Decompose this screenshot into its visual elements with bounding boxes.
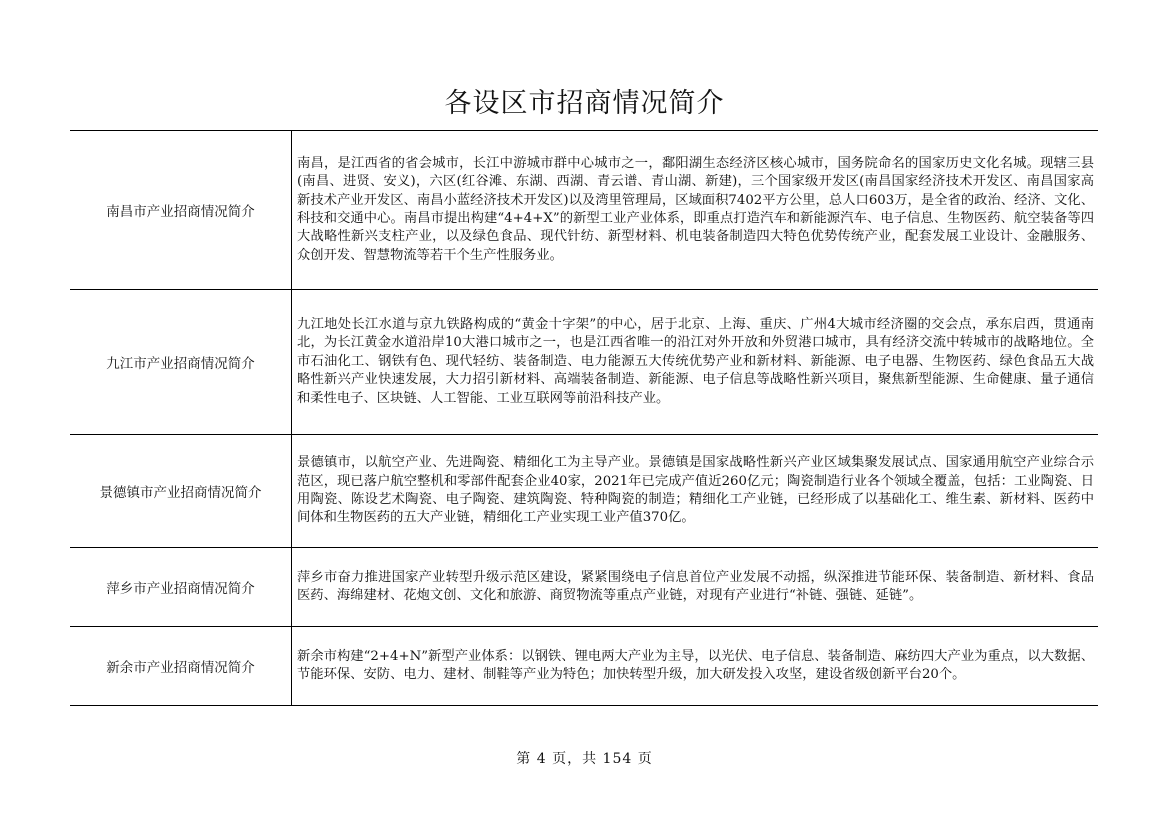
city-description-cell: 九江地处长江水道与京九铁路构成的“黄金十字架”的中心，居于北京、上海、重庆、广州4大城市经济圈的交会点，承东启西，贯通南北，为长江黄金水道沿岸10大港口城市之一，也是江西省唯一的沿江对外开放和外贸港口城市，具有经济交流中转城市的战略地位。全市石油化工、钢铁有色、现代轻纺、装备制造、电力能源五大传统优势产业和新材料、新能源、电子电器、生物医药、绿色食品五大战略性新兴产业快速发展，大力招引新材料、高端装备制造、新能源、电子信息等战略性新兴项目，聚焦新型能源、生命健康、量子通信和柔性电子、区块链、人工智能、工业互联网等前沿科技产业。 [292,290,1099,435]
city-description-cell: 景德镇市，以航空产业、先进陶瓷、精细化工为主导产业。景德镇是国家战略性新兴产业区域集聚发展试点、国家通用航空产业综合示范区，现已落户航空整机和零部件配套企业40家，2021年已完成产值近260亿元；陶瓷制造行业各个领域全覆盖，包括：工业陶瓷、日用陶瓷、陈设艺术陶瓷、电子陶瓷、建筑陶瓷、特种陶瓷的制造；精细化工产业链，已经形成了以基础化工、维生素、新材料、医药中间体和生物医药的五大产业链，精细化工产业实现工业产值370亿。 [292,435,1099,548]
table-row [70,435,1098,548]
city-name-cell: 萍乡市产业招商情况简介 [70,548,292,627]
page-number: 第 4 页，共 154 页 [516,751,653,767]
city-name-cell: 景德镇市产业招商情况简介 [70,435,292,548]
table-row [70,131,1098,290]
city-description-cell: 南昌，是江西省的省会城市，长江中游城市群中心城市之一，鄱阳湖生态经济区核心城市，国务院命名的国家历史文化名城。现辖三县(南昌、进贤、安义)，六区(红谷滩、东湖、西湖、青云谱、青山湖、新建)，三个国家级开发区(南昌国家经济技术开发区、南昌国家高新技术产业开发区、南昌小蓝经济技术开发区)以及湾里管理局，区域面积7402平方公里，总人口603万，是全省的政治、经济、文化、科技和交通中心。南昌市提出构建“4+4+X”的新型工业产业体系，即重点打造汽车和新能源汽车、电子信息、生物医药、航空装备等四大战略性新兴支柱产业，以及绿色食品、现代针纺、新型材料、机电装备制造四大特色优势传统产业，配套发展工业设计、金融服务、众创开发、智慧物流等若干个生产性服务业。 [292,131,1099,290]
city-name-cell: 九江市产业招商情况简介 [70,290,292,435]
city-name-cell: 新余市产业招商情况简介 [70,627,292,706]
page-title: 各设区市招商情况简介 [444,88,725,119]
city-name-cell: 南昌市产业招商情况简介 [70,131,292,290]
table-row [70,548,1098,627]
city-description-cell: 萍乡市奋力推进国家产业转型升级示范区建设，紧紧围绕电子信息首位产业发展不动摇，纵深推进节能环保、装备制造、新材料、食品医药、海绵建材、花炮文创、文化和旅游、商贸物流等重点产业链，对现有产业进行“补链、强链、延链”。 [292,548,1099,627]
table-row [70,627,1098,706]
table-row [70,290,1098,435]
city-description-cell: 新余市构建“2+4+N”新型产业体系：以钢铁、锂电两大产业为主导，以光伏、电子信息、装备制造、麻纺四大产业为重点，以大数据、节能环保、安防、电力、建材、制鞋等产业为特色；加快转型升级，加大研发投入攻坚，建设省级创新平台20个。 [292,627,1099,706]
city-intro-table [70,130,1098,706]
